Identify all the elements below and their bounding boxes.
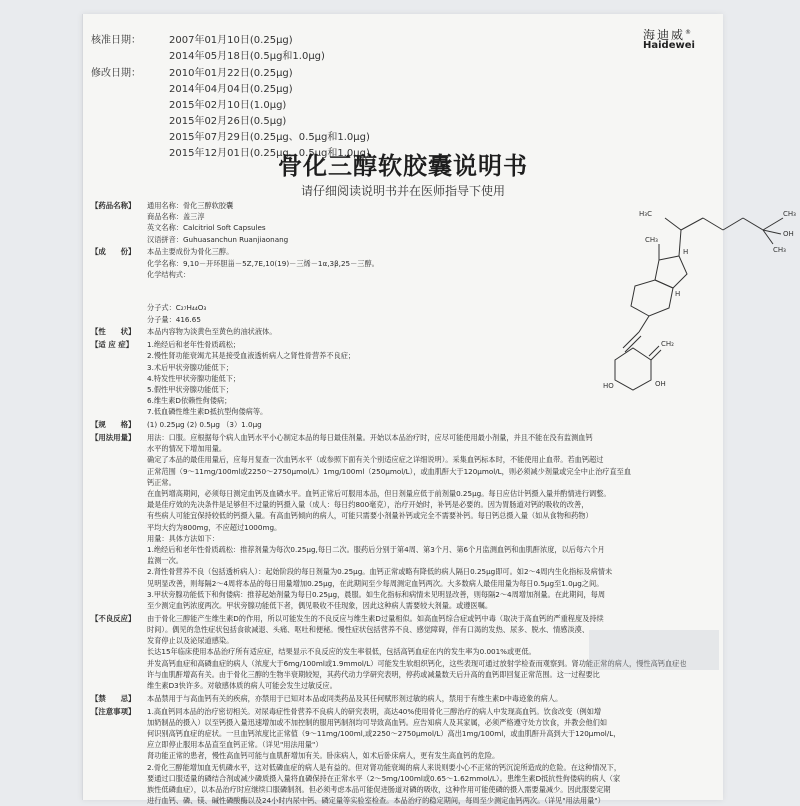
section-text-line: 钙正常。 <box>147 477 176 487</box>
section-text-line: 分子式：C₂₇H₄₄O₃ <box>147 303 207 313</box>
section-label: 【性 状】 <box>91 327 136 337</box>
section-text-line: 进行血钙、磷、镁、碱性磷酸酶以及24小时内尿中钙、磷定量等实验室检查。本品治疗的稳定期间，每周至少测定血钙两次。（详见"用法用量"） <box>147 796 605 806</box>
section-8 <box>91 706 711 806</box>
section-text-line: 水平的情况下增加用量。 <box>147 444 227 454</box>
section-text-line: 许与血肌酐增高有关。由于骨化三醇的生物半衰期较短，其药代动力学研究表明，停药或减量数天后升高的血钙即回复正常范围。这一过程要比 <box>147 669 600 679</box>
section-text-line: 加奶制品的摄入）以至钙摄入量迅速增加或不加控制的服用钙制剂均可导致高血钙。应告知病人及其家属，必须严格遵守处方饮食，并教会他们如 <box>147 717 608 727</box>
section-label: 【不良反应】 <box>91 613 136 623</box>
struct-label: OH <box>783 230 794 238</box>
section-text-line: 6.维生素D依赖性佝偻病； <box>147 396 232 406</box>
section-text-line: 见明显改善，则每隔2～4周将本品的每日用量增加0.25μg，在此期间至少每周测定血钙两次。大多数病人最佳用量为每日0.5μg至1.0μg之间。 <box>147 578 604 588</box>
section-label: 【药品名称】 <box>91 201 136 210</box>
section-text-line: 应立即停止服用本品直至血钙正常。（详见"用法用量"） <box>147 740 323 750</box>
section-text-line: 本品内容物为淡黄色至黄色的油状液体。 <box>147 327 277 337</box>
section-text-line: 分子量：416.65 <box>147 314 201 324</box>
section-text-line: 3.术后甲状旁腺功能低下； <box>147 362 233 372</box>
section-text-line: 商品名称：盖三淳 <box>147 212 205 222</box>
section-text-line: 7.低血磷性维生素D抵抗型佝偻病等。 <box>147 407 268 417</box>
section-text-line: 确定了本品的最佳用量后，应每月复查一次血钙水平（或参照下面有关个别适应症之详细说明）。采集血钙标本时，不能使用止血带。若血钙超过 <box>147 455 604 465</box>
struct-label: H <box>683 248 689 256</box>
section-text-line: 最是佳疗效的先决条件是足够但不过量的钙摄入量（成人：每日约800毫克），治疗开始时，补钙是必要的。因为胃肠道对钙的吸收的改善， <box>147 500 589 510</box>
section-text-line: 肾功能正常的患者，慢性高血钙可能与血肌酐增加有关。卧床病人，如术后卧床病人，更有发生高血钙的危险。 <box>147 751 500 761</box>
section-text-line: (1) 0.25μg (2) 0.5μg （3）1.0μg <box>147 420 262 430</box>
modify-date-label: 修改日期： <box>91 68 141 79</box>
approval-date-label: 核准日期： <box>91 35 141 46</box>
section-label: 【用法用量】 <box>91 433 136 442</box>
section-text-line: 长达15年临床使用本品治疗所有适应症，结果显示不良反应的发生率很低，包括高钙血症在内的发生率为0.001%或更低。 <box>147 647 536 657</box>
section-text-line: 维生素D3快许多。对敏感体质的病人可能会发生过敏反应。 <box>147 680 337 690</box>
section-text-line: 用法：口服。应根据每个病人血钙水平小心制定本品的每日最佳剂量。开始以本品治疗时，应尽可能使用最小剂量，并且不能在没有监测血钙 <box>147 433 593 442</box>
struct-label: CH₃ <box>783 210 796 218</box>
section-text-line: 由于骨化三醇能产生维生素D的作用，所以可能发生的不良反应与维生素D过量相似。如高血钙综合症或钙中毒（取决于高血钙的严重程度及持续 <box>147 613 604 623</box>
approval-date: 2007年01月10日(0.25μg) <box>169 35 293 46</box>
section-text-line: 族性低磷血症），以本品治疗时应继续口服磷制剂。但必须考虑本品可能促进肠道对磷的吸收，这种作用可能使磷的摄入需要量减少。因此服要定期 <box>147 784 611 794</box>
section-text-line: 1.绝经后和老年性骨质疏松：推荐剂量为每次0.25μg,每日二次。服药后分别于第4周、第3个月、第6个月监测血钙和血肌酐浓度，以后每六个月 <box>147 545 605 554</box>
section-text-line: 并发高钙血症和高磷血症的病人（浓度大于6mg/100ml或1.9mmol/L）可能发生软组织钙化，这些表现可通过放射学检查而观察到。肾功能正常的病人，慢性高钙血症也 <box>147 658 687 668</box>
section-label: 【禁 忌】 <box>91 693 136 703</box>
section-text-line: 用量：具体方法如下： <box>147 533 219 543</box>
section-text-line: 发育停止以及泌尿道感染。 <box>147 636 234 646</box>
section-text-line: 1.高血钙同本品的治疗密切相关。对尿毒症性骨营养不良病人的研究表明，高达40%使用骨化三醇治疗的病人中发现高血钙。饮食改变（例如增 <box>147 706 602 716</box>
brand-logo-cn: 海迪威® <box>643 28 694 42</box>
modify-date: 2014年04月04日(0.25μg) <box>169 84 293 95</box>
section-text-line: 5.假性甲状旁腺功能低下； <box>147 384 233 394</box>
modify-date: 2015年12月01日(0.25μg、0.5μg和1.0μg) <box>169 148 370 159</box>
watermark-overlay <box>589 630 719 670</box>
section-text-line: 化学结构式： <box>147 269 191 279</box>
section-text-line: 通用名称：骨化三醇软胶囊 <box>147 201 234 210</box>
section-label: 【适 应 症】 <box>91 340 134 350</box>
document-title: 骨化三醇软胶囊说明书 <box>278 152 528 180</box>
chemical-structure-diagram <box>603 200 799 400</box>
struct-label: HO <box>603 382 614 390</box>
section-text-line: 3.甲状旁腺功能低下和佝偻病：推荐起始剂量为每日0.25μg，晨服。如生化指标和病情未见明显改善，则每隔2～4周增加剂量。在此期间，每周 <box>147 589 606 599</box>
struct-label: H₃C <box>639 210 652 218</box>
struct-label: H <box>675 290 681 298</box>
section-text-line: 2.慢性肾功能衰竭尤其是接受血液透析病人之肾性骨营养不良症； <box>147 351 356 361</box>
section-text-line: 1.绝经后和老年性骨质疏松； <box>147 340 241 350</box>
section-text-line: 何识别高钙血症的症状。一旦血钙浓度比正常值（9～11mg/100ml,或2250～2750μmol/L）高出1mg/100ml，或血肌酐升高到大于120μmol/L， <box>147 728 621 738</box>
section-text-line: 要通过口服适量的磷结合剂或减少磷质摄入量将血磷保持在正常水平（2～5mg/100ml或0.65～1.62mmol/L）。患维生素D抵抗性佝偻病的病人（家 <box>147 773 621 783</box>
section-text-line: 2.肾性骨营养不良（包括透析病人）：起始阶段的每日剂量为0.25μg。血钙正常或略有降低的病人隔日0.25μg即可。如2～4周内生化指标及病情未 <box>147 567 613 577</box>
modify-date: 2010年01月22日(0.25μg) <box>169 68 293 79</box>
struct-label: CH₂ <box>661 340 674 348</box>
section-text-line: 在血钙增高期间，必须每日测定血钙及血磷水平。血钙正常后可服用本品，但日剂量应低于前剂量0.25μg。每日应估计钙摄入量并酌情进行调整。 <box>147 489 611 498</box>
struct-label: CH₃ <box>645 236 658 244</box>
modify-date: 2015年02月26日(0.5μg) <box>169 116 287 127</box>
section-text-line: 平均大约为800mg，不应超过1000mg。 <box>147 522 282 532</box>
section-label: 【成 份】 <box>91 247 136 257</box>
section-text-line: 英文名称：Calcitriol Soft Capsules <box>147 223 266 233</box>
approval-date: 2014年05月18日(0.5μg和1.0μg) <box>169 51 325 62</box>
section-text-line: 本品禁用于与高血钙有关的疾病，亦禁用于已知对本品或同类药品及其任何赋形剂过敏的病人，禁用于有维生素D中毒迹象的病人。 <box>147 693 563 703</box>
modify-date: 2015年02月10日(1.0μg) <box>169 100 287 111</box>
modify-date: 2015年07月29日(0.25μg、0.5μg和1.0μg) <box>169 132 370 143</box>
section-text-line: 4.特发性甲状旁腺功能低下； <box>147 373 241 383</box>
section-5 <box>91 432 711 611</box>
section-text-line: 2.骨化三醇能增加血无机磷水平，这对低磷血症的病人是有益的。但对肾功能衰竭的病人来说则要小心不正常的钙沉淀所造成的危险。在这种情况下， <box>147 762 622 772</box>
struct-label: OH <box>655 380 666 388</box>
struct-label: CH₃ <box>773 246 786 254</box>
section-text-line: 正常范围（9～11mg/100ml或2250～2750μmol/L）1mg/100ml（250μmol/L），或血肌酐大于120μmol/L，则必须减少剂量或完全中止治疗直至血 <box>147 466 632 476</box>
section-text-line: 本品主要成份为骨化三醇。 <box>147 247 234 257</box>
section-label: 【规 格】 <box>91 420 136 430</box>
leaflet-page <box>82 14 796 806</box>
section-label: 【注意事项】 <box>91 706 136 716</box>
section-7 <box>91 693 711 704</box>
section-text-line: 监测一次。 <box>147 556 183 566</box>
document-subtitle: 请仔细阅读说明书并在医师指导下使用 <box>300 184 505 198</box>
section-4 <box>91 419 711 430</box>
section-text-line: 时间）。偶见的急性症状包括食欲减退、头痛、呕吐和便秘。慢性症状包括营养不良、感觉障碍，伴有口渴的发热、尿多、脱水、情感淡漠、 <box>147 624 590 634</box>
section-text-line: 汉语拼音：Guhuasanchun Ruanjiaonang <box>147 234 289 244</box>
brand-logo-en: Haidewei <box>643 40 695 51</box>
section-text-line: 化学名称：9,10－开环胆甾－5Z,7E,10(19)－三烯－1α,3β,25－三醇。 <box>147 258 379 268</box>
section-text-line: 有些病人可能宜保持较低的钙摄入量。有高血钙倾向的病人，可能只需要小剂量补钙或完全不需要补钙。每日钙总摄入量（如从食物和药物） <box>147 511 593 521</box>
section-text-line: 至少测定血钙浓度两次。甲状旁腺功能低下者，偶见吸收不佳现象，因此这种病人需要较大剂量。或遵医嘱。 <box>147 601 493 610</box>
